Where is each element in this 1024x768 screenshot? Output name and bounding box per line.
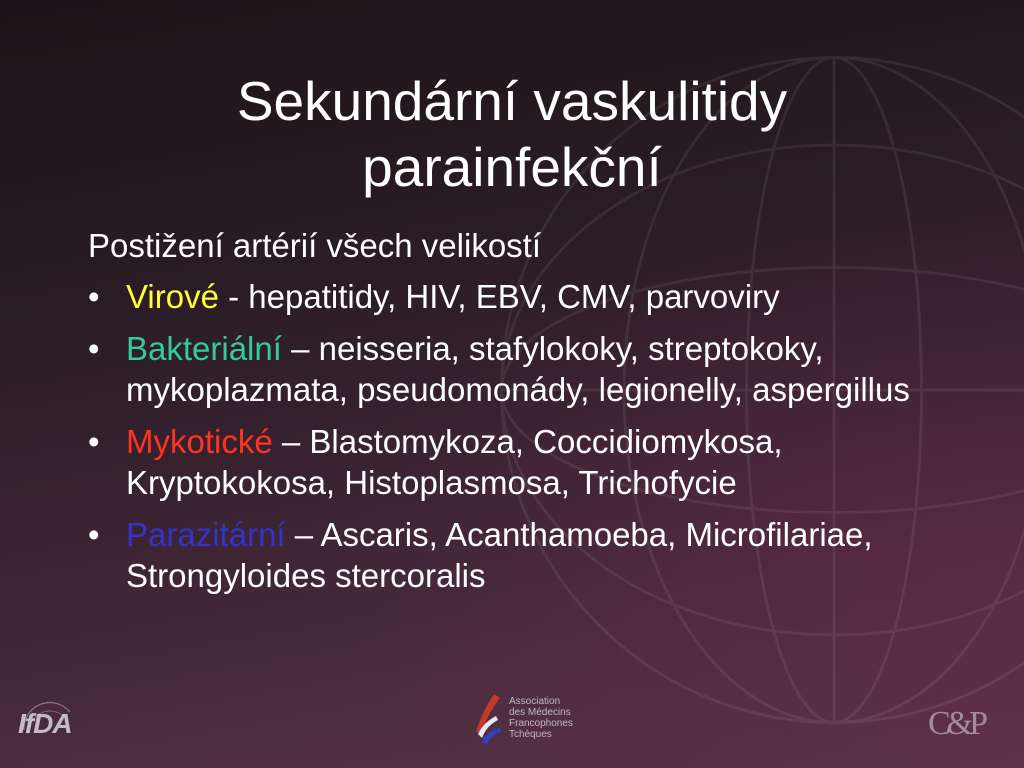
bullet-text: – neisseria, stafylokoky, streptokoky, mykoplazmata, pseudomonády, legionelly, aspergillus xyxy=(126,330,910,408)
bullet-dot: • xyxy=(88,423,100,460)
bullet-keyword: Parazitární xyxy=(126,516,286,553)
slide-title xyxy=(0,68,1024,200)
bullet-dot: • xyxy=(88,516,100,553)
bullet-item xyxy=(88,276,968,317)
bullet-item xyxy=(88,328,968,410)
amfc-flag-icon xyxy=(468,692,506,750)
amfc-line: des Médecins xyxy=(509,707,571,718)
bullet-item xyxy=(88,421,968,503)
bullet-keyword: Mykotické xyxy=(126,423,273,460)
amfc-line: Tchèques xyxy=(509,729,552,740)
bullet-keyword: Bakteriální xyxy=(126,330,282,367)
ifda-logo xyxy=(18,700,88,750)
slide-body xyxy=(88,225,968,607)
bullet-dot: • xyxy=(88,330,100,367)
intro-text: Postižení artérií všech velikostí xyxy=(88,227,542,264)
amfc-logo xyxy=(468,692,598,750)
bullet-dot: • xyxy=(88,278,100,315)
bullet-text: – Blastomykoza, Coccidiomykosa, Kryptokokosa, Histoplasmosa, Trichofycie xyxy=(126,423,783,501)
amfc-line: Association xyxy=(509,696,561,707)
amfc-line: Francophones xyxy=(509,718,573,729)
bullet-item xyxy=(88,514,968,596)
title-line-1: Sekundární vaskulitidy xyxy=(236,70,788,132)
bullet-keyword: Virové xyxy=(126,278,219,315)
bullet-text: – Ascaris, Acanthamoeba, Microfilariae, Strongyloides stercoralis xyxy=(126,516,873,594)
cp-logo: C&P xyxy=(928,705,985,742)
ifda-logo-text: IfDA xyxy=(18,708,72,739)
title-line-2: parainfekční xyxy=(362,136,662,198)
bullet-text: - hepatitidy, HIV, EBV, CMV, parvoviry xyxy=(218,278,780,315)
amfc-logo-text xyxy=(509,696,573,740)
bullet-list xyxy=(88,276,968,596)
